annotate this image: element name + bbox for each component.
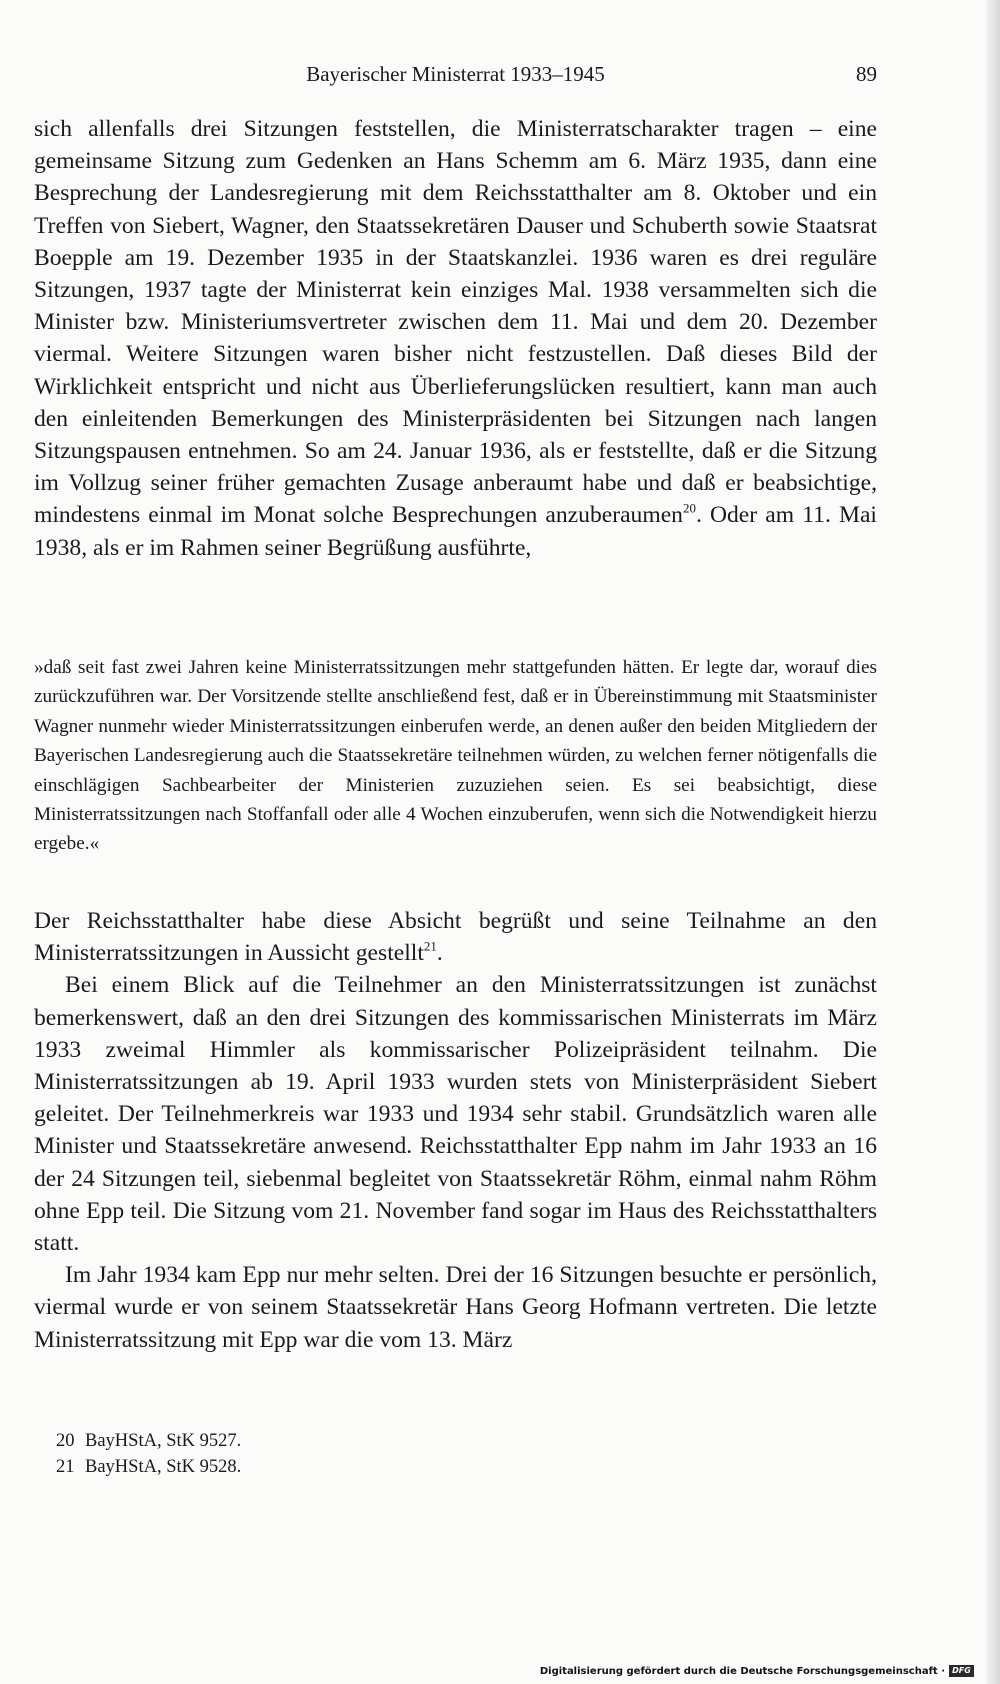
- paragraph-2: [34, 905, 877, 969]
- page-header: [34, 62, 877, 92]
- paragraph-1: [34, 113, 877, 564]
- body-text-bottom: [34, 905, 877, 1356]
- digitization-note: [540, 1665, 974, 1677]
- footnote-21: [56, 1454, 456, 1480]
- footnote-text: BayHStA, StK 9527.: [85, 1431, 242, 1451]
- footnote-20: [56, 1428, 456, 1454]
- footnote-number: 21: [56, 1457, 75, 1477]
- paragraph-2-text: Der Reichsstatthalter habe diese Absicht begrüßt und seine Teilnahme an den Ministerratssitzungen in Aussicht gestellt: [34, 908, 877, 967]
- footnotes: [56, 1428, 456, 1480]
- paragraph-1-tail: . Oder am 11. Mai 1938, als er im Rahmen seiner Begrüßung ausführte,: [34, 502, 877, 561]
- footnote-number: 20: [56, 1431, 75, 1451]
- paragraph-2-tail: .: [436, 940, 443, 967]
- footnote-text: BayHStA, StK 9528.: [85, 1457, 242, 1477]
- page-number: 89: [856, 62, 877, 86]
- block-quote: [34, 653, 877, 859]
- digitization-note-text: Digitalisierung gefördert durch die Deutsche Forschungsgemeinschaft ·: [539, 1666, 945, 1677]
- running-title: Bayerischer Ministerrat 1933–1945: [306, 62, 605, 86]
- page-edge-shadow: [986, 0, 1000, 1684]
- paragraph-3: Bei einem Blick auf die Teilnehmer an den Ministerratssitzungen ist zunächst bemerkenswert, daß an den drei Sitzungen des kommissarischen Ministerrats im März 1933 zweimal Himmler als kommissarischer Polizeipräsident teilnahm. Die Ministerratssitzungen ab 19. April 1933 wurden stets von Ministerpräsident Siebert geleitet. Der Teilnehmerkreis war 1933 und 1934 sehr stabil. Grundsätzlich waren alle Minister und Staatssekretäre anwesend. Reichsstatthalter Epp nahm im Jahr 1933 an 16 der 24 Sitzungen teil, siebenmal begleitet von Staatssekretär Röhm, einmal nahm Röhm ohne Epp teil. Die Sitzung vom 21. November fand sogar im Haus des Reichsstatthalters statt.: [34, 972, 877, 1257]
- quote-text: »daß seit fast zwei Jahren keine Ministerratssitzungen mehr stattgefunden hätten. Er legte dar, worauf dies zurückzuführen war. Der Vorsitzende stellte anschließend fest, daß er in Übereinstimmung mit Staatsminister Wagner nunmehr wieder Ministerratssitzungen einberufen werde, an denen außer den beiden Mitgliedern der Bayerischen Landesregierung auch die Staatssekretäre teilnehmen würden, zu welchen ferner nötigenfalls die einschlägigen Sachbearbeiter der Ministerien zuzuziehen seien. Es sei beabsichtigt, diese Ministerratssitzungen nach Stoffanfall oder alle 4 Wochen einzuberufen, wenn sich die Notwendigkeit hierzu ergebe.«: [34, 657, 877, 855]
- footnote-ref-21[interactable]: 21: [423, 938, 437, 954]
- paragraph-1-text: sich allenfalls drei Sitzungen feststellen, die Ministerratscharakter tragen – eine gemeinsame Sitzung zum Gedenken an Hans Schemm am 6. März 1935, dann eine Besprechung der Landesregierung mit dem Reichsstatthalter am 8. Oktober und ein Treffen von Siebert, Wagner, den Staatssekretären Dauser und Schuberth sowie Staatsrat Boepple am 19. Dezember 1935 in der Staatskanzlei. 1936 waren es drei reguläre Sitzungen, 1937 tagte der Ministerrat kein einziges Mal. 1938 versammelten sich die Minister bzw. Ministeriumsvertreter zwischen dem 11. Mai und dem 20. Dezember viermal. Weitere Sitzungen waren bisher nicht festzustellen. Daß dieses Bild der Wirklichkeit entspricht und nicht aus Überlieferungslücken resultiert, kann man auch den einleitenden Bemerkungen des Ministerpräsidenten bei Sitzungen nach langen Sitzungspausen entnehmen. So am 24. Januar 1936, als er feststellte, daß er die Sitzung im Vollzug seiner früher gemachten Zusage anberaumt habe und daß er beabsichtige, mindestens einmal im Monat solche Besprechungen anzuberaumen: [34, 116, 877, 529]
- dfg-logo: DFG: [949, 1665, 974, 1677]
- footnote-ref-20[interactable]: 20: [682, 500, 696, 516]
- paragraph-4: Im Jahr 1934 kam Epp nur mehr selten. Drei der 16 Sitzungen besuchte er persönlich, viermal wurde er von seinem Staatssekretär Hans Georg Hofmann vertreten. Die letzte Ministerratssitzung mit Epp war die vom 13. März: [34, 1262, 877, 1353]
- body-text-top: [34, 113, 877, 564]
